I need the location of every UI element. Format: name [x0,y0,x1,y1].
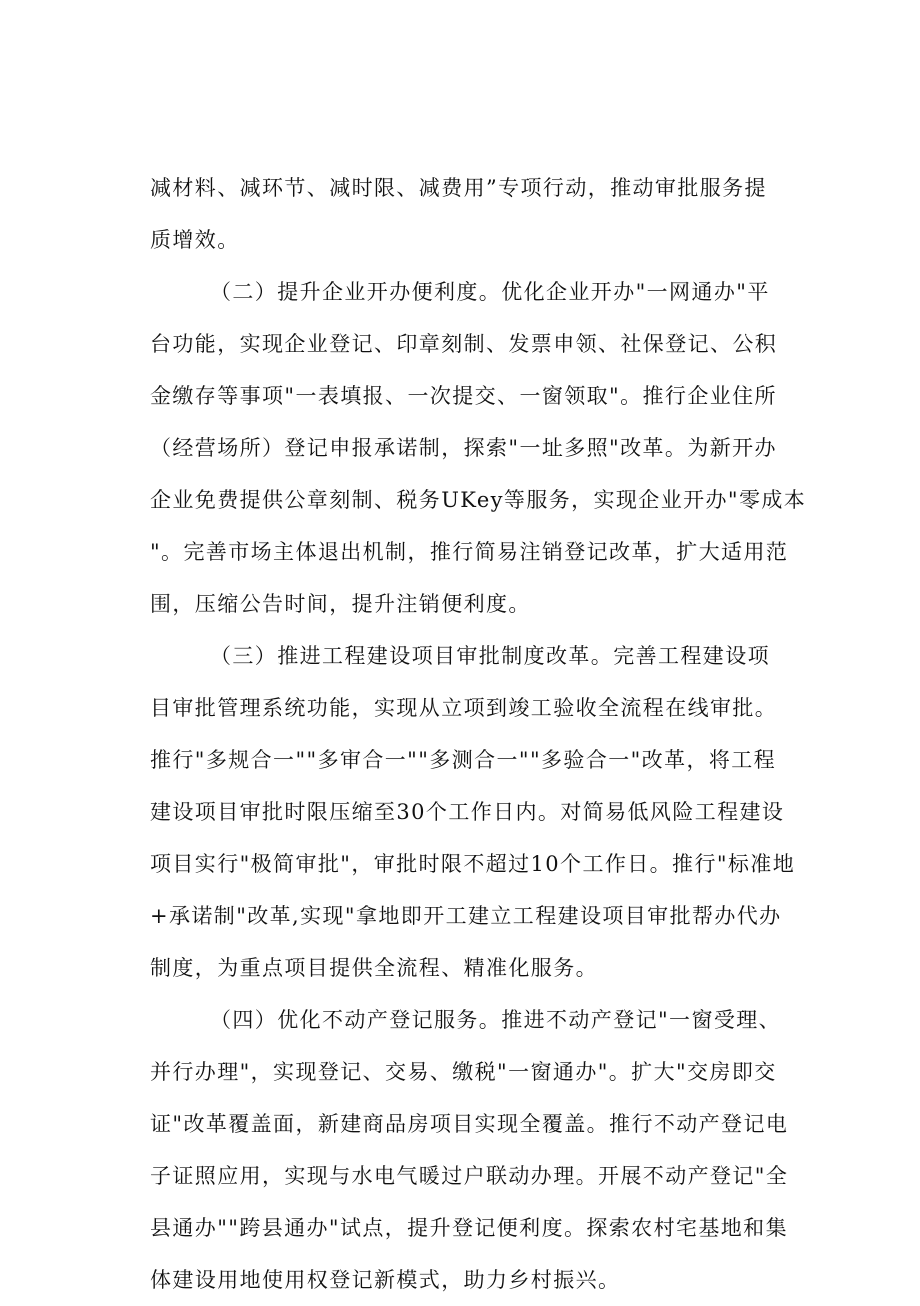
text-line: 减材料、减环节、减时限、减费用”专项行动，推动审批服务提 [150,176,767,200]
text-line: 推行"多规合一""多审合一""多测合一""多验合一"改革，将工程 [150,748,777,772]
text-line: 子证照应用，实现与水电气暖过户联动办理。开展不动产登记"全 [150,1164,789,1188]
text-line: 企业免费提供公章刻制、税务UKey等服务，实现企业开办"零成本 [150,488,807,512]
text-line: 建设项目审批时限压缩至30个工作日内。对简易低风险工程建设 [150,800,785,824]
text-line: 制度，为重点项目提供全流程、精准化服务。 [150,956,598,980]
text-line: "。完善市场主体退出机制，推行简易注销登记改革，扩大适用范 [150,540,789,564]
text-line: 台功能，实现企业登记、印章刻制、发票申领、社保登记、公积 [150,332,778,356]
text-line: +承诺制"改革,实现"拿地即开工建立工程建设项目审批帮办代办 [150,904,782,928]
text-line: 证"改革覆盖面，新建商品房项目实现全覆盖。推行不动产登记电 [150,1112,789,1136]
body-text [150,162,807,1306]
text-line: 项目实行"极简审批"，审批时限不超过10个工作日。推行"标准地 [150,852,796,876]
text-line: 体建设用地使用权登记新模式，助力乡村振兴。 [150,1268,621,1292]
text-line: （经营场所）登记申报承诺制，探索"一址多照"改革。为新开办 [150,436,777,460]
text-line: 金缴存等事项"一表填报、一次提交、一窗领取"。推行企业住所 [150,384,777,408]
text-line: 质增效。 [150,228,240,252]
text-line: 并行办理"，实现登记、交易、缴税"一窗通办"。扩大"交房即交 [150,1060,777,1084]
text-line: 围，压缩公告时间，提升注销便利度。 [150,592,531,616]
paragraph-heading-line: （三）推进工程建设项目审批制度改革。完善工程建设项 [210,644,770,668]
text-line: 县通办""跨县通办"试点，提升登记便利度。探索农村宅基地和集 [150,1216,788,1240]
paragraph-heading-line: （二）提升企业开办便利度。优化企业开办"一网通办"平 [210,280,770,304]
text-line: 目审批管理系统功能，实现从立项到竣工验收全流程在线审批。 [150,696,778,720]
paragraph-heading-line: （四）优化不动产登记服务。推进不动产登记"一窗受理、 [210,1008,782,1032]
